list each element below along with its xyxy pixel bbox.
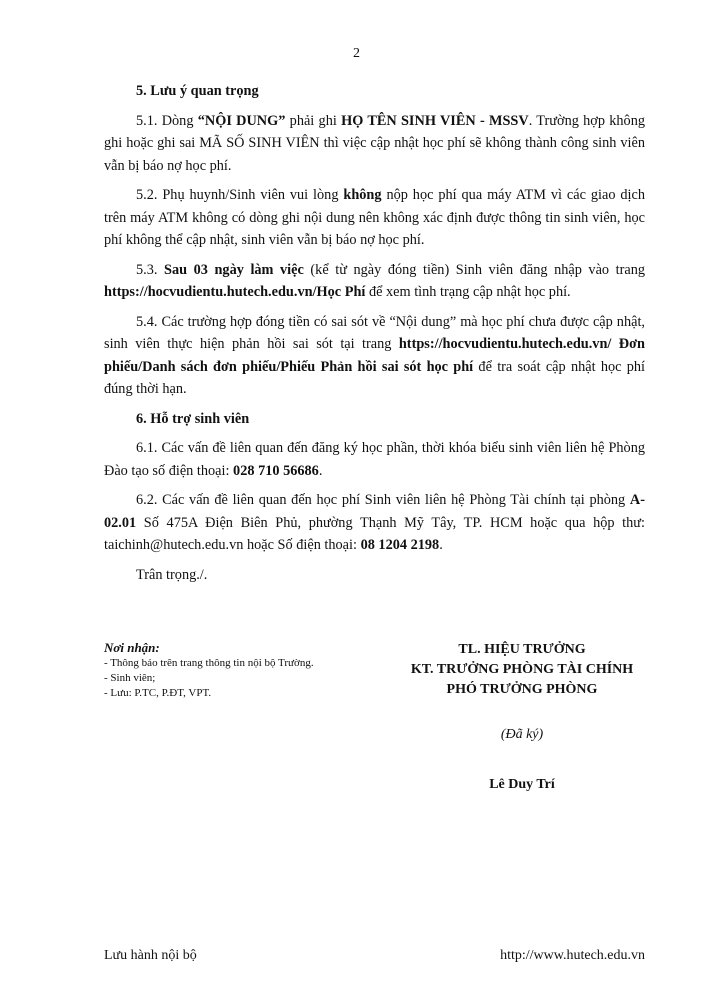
signature-line-2: KT. TRƯỞNG PHÒNG TÀI CHÍNH bbox=[410, 662, 634, 677]
text-run: 6.1. Các vấn đề liên quan đến đăng ký học phần, thời khóa biểu sinh viên liên hệ Phòng Đào tạo số điện thoại: bbox=[104, 440, 645, 479]
recipients-block bbox=[104, 640, 374, 701]
recipient-item: - Lưu: P.TC, P.ĐT, VPT. bbox=[104, 687, 212, 699]
paragraph-5-2 bbox=[104, 184, 645, 252]
signature-line-1: TL. HIỆU TRƯỞNG bbox=[458, 642, 586, 657]
bold-run: Sau 03 ngày làm việc bbox=[164, 261, 304, 278]
text-run: 6.2. Các vấn đề liên quan đến học phí Sinh viên liên hệ Phòng Tài chính tại phòng bbox=[136, 492, 630, 508]
bold-run: A-02.01 bbox=[104, 492, 645, 531]
bold-run: HỌ TÊN SINH VIÊN - MSSV bbox=[341, 112, 529, 129]
text-run: phải ghi bbox=[285, 112, 342, 129]
footer-left: Lưu hành nội bộ bbox=[104, 948, 197, 963]
recipient-item: - Sinh viên; bbox=[104, 672, 156, 684]
text-run: Số 475A Điện Biên Phủ, phường Thạnh Mỹ Tây, TP. HCM hoặc qua hộp thư: taichinh@hutech.edu.vn hoặc Số điện thoại: bbox=[104, 514, 645, 553]
text-run: (kể từ ngày đóng tiền) Sinh viên đăng nhập vào trang bbox=[303, 261, 645, 278]
text-run: . bbox=[439, 537, 443, 553]
text-run: để tra soát cập nhật học phí đúng thời hạn. bbox=[104, 358, 645, 397]
text-run: . Trường hợp không ghi hoặc ghi sai MÃ SỐ SINH VIÊN thì việc cập nhật học phí sẽ không thành công sinh viên vẫn bị báo nợ học phí. bbox=[104, 112, 645, 174]
section-5-heading: 5. Lưu ý quan trọng bbox=[136, 83, 259, 99]
bold-link-text: https://hocvudientu.hutech.edu.vn/ Đơn phiếu/Danh sách đơn phiếu/Phiếu Phản hồi sai sót học phí bbox=[104, 336, 645, 375]
signature-line-3: PHÓ TRƯỞNG PHÒNG bbox=[446, 682, 598, 697]
bold-run: “NỘI DUNG” bbox=[197, 112, 286, 129]
document-body bbox=[104, 80, 645, 586]
text-run: 5.4. Các trường hợp đóng tiền có sai sót về “Nội dung” mà học phí chưa được cập nhật, sinh viên thực hiện phản hồi sai sót tại trang bbox=[104, 313, 645, 352]
text-run: nộp học phí qua máy ATM vì các giao dịch trên máy ATM không có dòng ghi nội dung nên không xác định được thông tin sinh viên, học phí không thể cập nhật, sinh viên vẫn bị báo nợ học phí. bbox=[104, 187, 646, 248]
paragraph-5-1 bbox=[104, 110, 645, 178]
recipients-title: Nơi nhận: bbox=[104, 640, 160, 655]
signed-note: (Đã ký) bbox=[500, 727, 544, 742]
text-run: . bbox=[318, 462, 323, 479]
bold-run: 08 1204 2198 bbox=[360, 537, 440, 553]
section-6-heading: 6. Hỗ trợ sinh viên bbox=[136, 410, 250, 427]
recipient-item: - Thông báo trên trang thông tin nội bộ Trường. bbox=[104, 657, 314, 669]
text-run: 5.2. Phụ huynh/Sinh viên vui lòng bbox=[136, 187, 344, 203]
signer-name: Lê Duy Trí bbox=[489, 777, 555, 792]
closing-line: Trân trọng./. bbox=[136, 566, 208, 583]
text-run: 5.1. Dòng bbox=[136, 112, 198, 129]
footer-website: http://www.hutech.edu.vn bbox=[500, 948, 645, 963]
paragraph-6-1 bbox=[104, 437, 645, 482]
paragraph-5-3 bbox=[104, 259, 645, 304]
bold-run: 028 710 56686 bbox=[233, 462, 319, 479]
text-run: để xem tình trạng cập nhật học phí. bbox=[365, 284, 571, 300]
paragraph-5-4 bbox=[104, 311, 645, 401]
paragraph-6-2 bbox=[104, 489, 645, 557]
text-run: 5.3. bbox=[136, 261, 165, 278]
bold-run: không bbox=[343, 187, 382, 203]
bold-link-text: https://hocvudientu.hutech.edu.vn/Học Phí bbox=[104, 284, 366, 300]
page-number: 2 bbox=[353, 46, 360, 61]
signature-block bbox=[372, 640, 672, 700]
